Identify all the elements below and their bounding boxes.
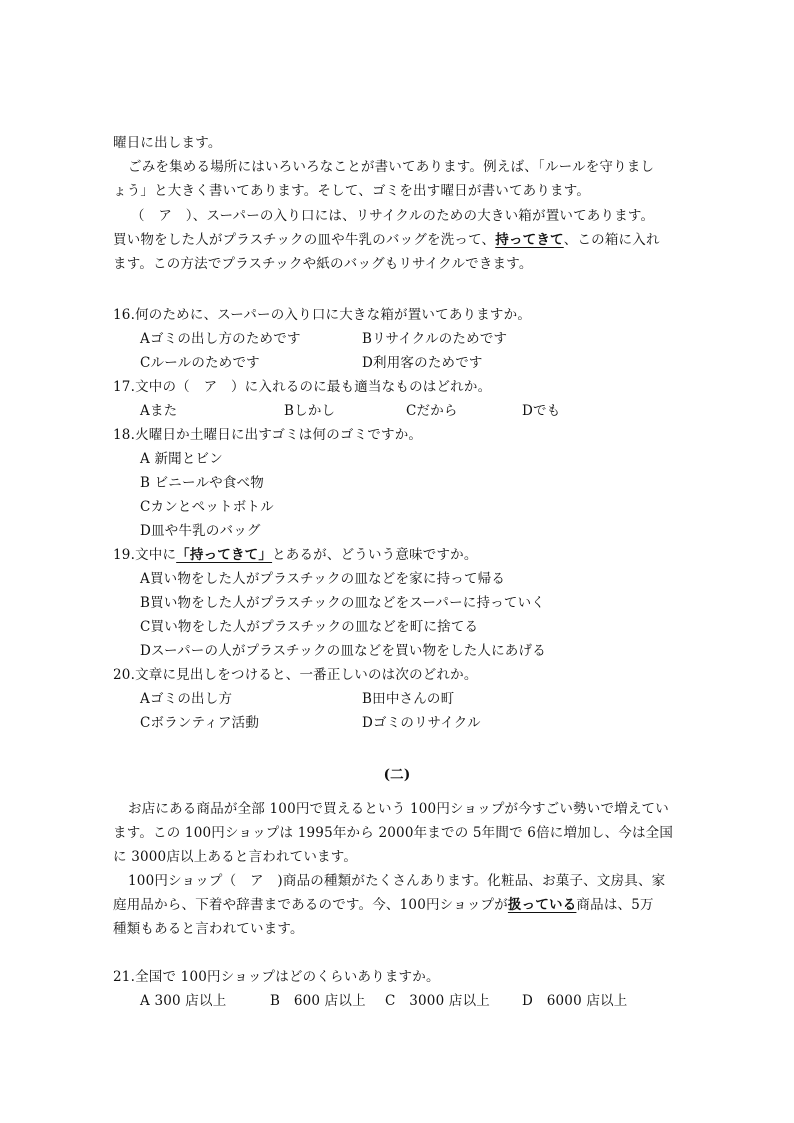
- q19-underlined-quote: 「持ってきて」: [176, 547, 273, 563]
- q18-option-c: Cカンとペットボトル: [140, 499, 274, 515]
- passage2-line5: [113, 896, 654, 914]
- q19-option-c: C買い物をした人がプラスチックの皿などを町に捨てる: [140, 619, 479, 635]
- q19-option-b: B買い物をした人がプラスチックの皿などをスーパーに持っていく: [140, 595, 545, 611]
- passage1-line5: [113, 231, 660, 249]
- passage2-line6: 種類もあると言われています。: [113, 921, 304, 937]
- q17-option-c: Cだから: [406, 403, 458, 419]
- q21-option-d: D 6000 店以上: [522, 993, 628, 1009]
- q19-option-a: A買い物をした人がプラスチックの皿などを家に持って帰る: [140, 571, 506, 587]
- passage2-line1: お店にある商品が全部 100円で買えるという 100円ショップが今すごい勢いで増えてい: [128, 801, 669, 817]
- passage1-line5-a: 買い物をした人がプラスチックの皿や牛乳のバッグを洗って、: [113, 232, 496, 248]
- q18-option-a: A 新聞とビン: [140, 451, 223, 467]
- q17-option-d: Dでも: [522, 403, 561, 419]
- q17-stem: 17.文中の（ ア ）に入れるのに最も適当なものはどれか。: [113, 379, 492, 395]
- q18-option-b: B ビニールや食べ物: [140, 475, 264, 491]
- q19-stem: [113, 546, 478, 564]
- q18-option-d: D皿や牛乳のバッグ: [140, 523, 261, 539]
- q17-option-b: Bしかし: [284, 403, 336, 419]
- q16-option-a: Aゴミの出し方のためです: [140, 331, 301, 347]
- passage2-line2: ます。この 100円ショップは 1995年から 2000年までの 5年間で 6倍に増加し、今は全国: [113, 825, 674, 841]
- q16-option-d: D利用客のためです: [362, 355, 483, 371]
- q20-stem: 20.文章に見出しをつけると、一番正しいのは次のどれか。: [113, 667, 478, 683]
- q16-option-b: Bリサイクルのためです: [362, 331, 508, 347]
- passage1-line2: ごみを集める場所にはいろいろなことが書いてあります。例えば、「ルールを守りまし: [128, 159, 655, 175]
- q19-stem-a: 19.文中に: [113, 547, 177, 563]
- section2-title: (二): [383, 767, 411, 783]
- q20-option-b: B田中さんの町: [362, 691, 455, 707]
- q17-option-a: Aまた: [140, 403, 178, 419]
- q21-option-b: B 600 店以上: [270, 993, 366, 1009]
- q16-option-c: Cルールのためです: [140, 355, 260, 371]
- q20-option-c: Cボランティア活動: [140, 715, 260, 731]
- passage1-line6: ます。この方法でプラスチックや紙のバッグもリサイクルできます。: [113, 256, 533, 272]
- q18-stem: 18.火曜日か土曜日に出すゴミは何のゴミですか。: [113, 427, 423, 443]
- q21-option-c: C 3000 店以上: [385, 993, 490, 1009]
- passage2-line5-b: 商品は、5万: [576, 897, 654, 913]
- q20-option-a: Aゴミの出し方: [140, 691, 233, 707]
- passage2-line5-a: 庭用品から、下着や辞書まであるのです。今、100円ショップが: [113, 897, 508, 913]
- passage1-line5-b: 、この箱に入れ: [563, 232, 660, 248]
- q21-stem: 21.全国で 100円ショップはどのくらいありますか。: [113, 969, 440, 985]
- passage2-line3: に 3000店以上あると言われています。: [113, 849, 358, 865]
- q19-option-d: Dスーパーの人がプラスチックの皿などを買い物をした人にあげる: [140, 643, 546, 659]
- q21-option-a: A 300 店以上: [140, 993, 227, 1009]
- q20-option-d: Dゴミのリサイクル: [362, 715, 481, 731]
- underlined-phrase-mottekite: 持ってきて: [495, 232, 564, 248]
- q19-stem-b: とあるが、どういう意味ですか。: [272, 547, 478, 563]
- passage1-line1: 曜日に出します。: [113, 135, 222, 151]
- passage2-line4: 100円ショップ（ ア )商品の種類がたくさんあります。化粧品、お菓子、文房具、家: [128, 873, 666, 889]
- passage1-line4: （ ア ）、スーパーの入り口には、リサイクルのための大きい箱が置いてあります。: [131, 208, 655, 224]
- passage1-line3: ょう」と大きく書いてあります。そして、ゴミを出す曜日が書いてあります。: [113, 183, 591, 199]
- q16-stem: 16.何のために、スーパーの入り口に大きな箱が置いてありますか。: [113, 307, 532, 323]
- underlined-phrase-atsukatteiru: 扱っている: [507, 897, 577, 913]
